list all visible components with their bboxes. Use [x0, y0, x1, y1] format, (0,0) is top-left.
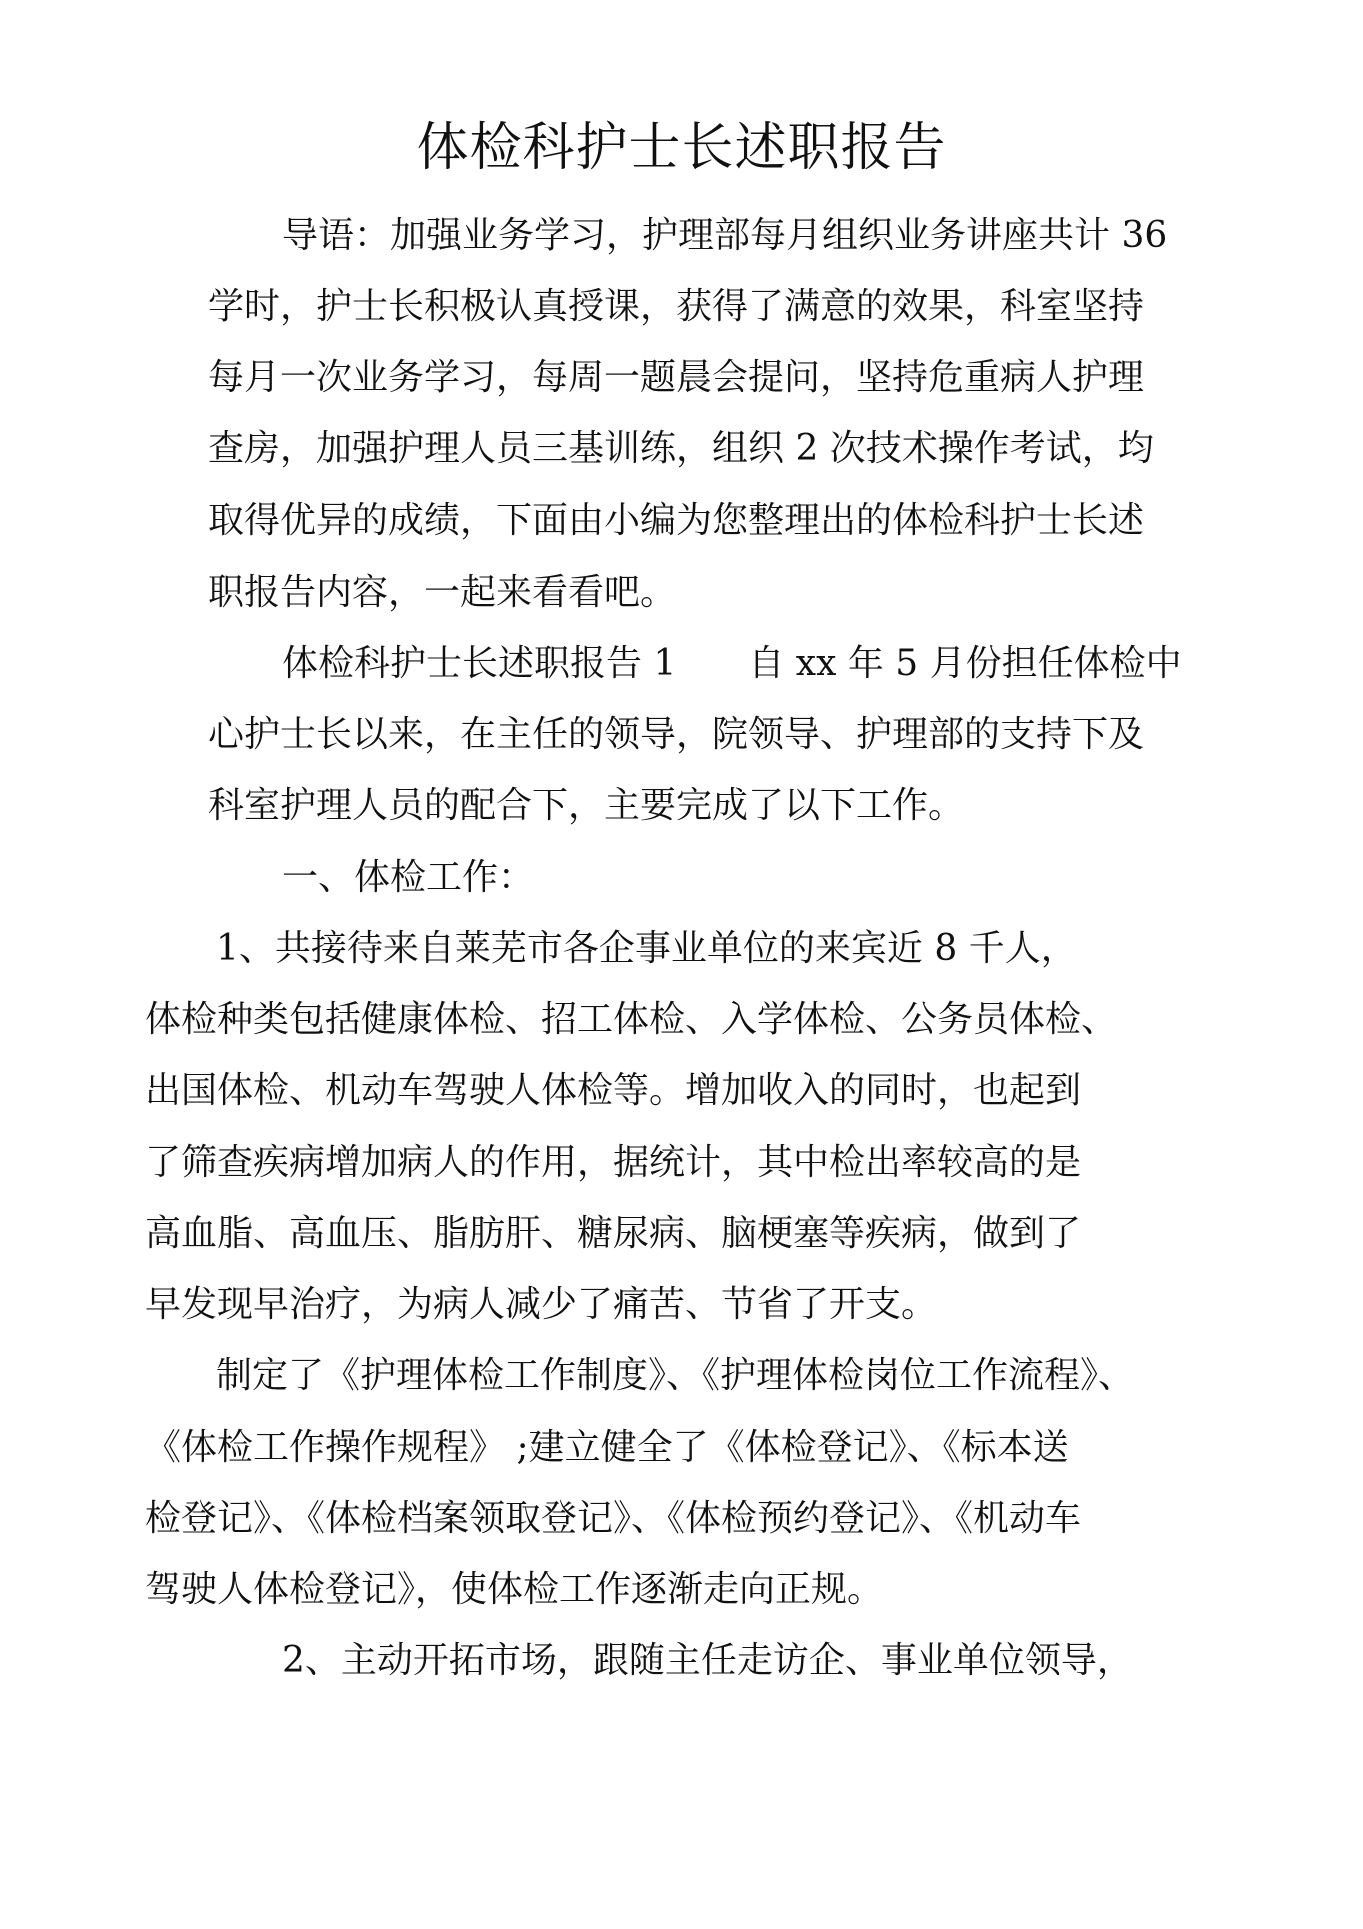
item-1-line-2: 体检种类包括健康体检、招工体检、入学体检、公务员体检、 — [145, 999, 1118, 1040]
intro-line-1: 导语：加强业务学习，护理部每月组织业务讲座共计 36 — [282, 215, 1168, 256]
item-1-line-1: 1、共接待来自莱芜市各企事业单位的来宾近 8 千人， — [216, 928, 1077, 969]
intro-line-4: 查房，加强护理人员三基训练，组织 2 次技术操作考试，均 — [208, 428, 1154, 469]
intro-line-5: 取得优异的成绩，下面由小编为您整理出的体检科护士长述 — [208, 500, 1145, 541]
item-2-line-1: 2、主动开拓市场，跟随主任走访企、事业单位领导， — [282, 1640, 1133, 1681]
item-1-line-3: 出国体检、机动车驾驶人体检等。增加收入的同时，也起到 — [145, 1070, 1082, 1111]
item-1-line-6: 早发现早治疗，为病人减少了痛苦、节省了开支。 — [145, 1284, 938, 1325]
rules-line-2: 《体检工作操作规程》 ;建立健全了《体检登记》、《标本送 — [145, 1427, 1069, 1468]
report-heading-line-1: 体检科护士长述职报告 1 自 xx 年 5 月份担任体检中 — [282, 643, 1182, 684]
item-1-line-4: 了筛查疾病增加病人的作用，据统计，其中检出率较高的是 — [145, 1142, 1082, 1183]
intro-line-2: 学时，护士长积极认真授课，获得了满意的效果，科室坚持 — [208, 286, 1145, 327]
intro-line-3: 每月一次业务学习，每周一题晨会提问，坚持危重病人护理 — [208, 357, 1145, 398]
report-line-2: 心护士长以来，在主任的领导，院领导、护理部的支持下及 — [208, 714, 1145, 755]
intro-line-6: 职报告内容，一起来看看吧。 — [208, 572, 677, 613]
document-title: 体检科护士长述职报告 — [416, 118, 947, 178]
rules-line-3: 检登记》、《体检档案领取登记》、《体检预约登记》、《机动车 — [145, 1498, 1082, 1539]
report-line-3: 科室护理人员的配合下，主要完成了以下工作。 — [208, 785, 965, 826]
item-1-line-5: 高血脂、高血压、脂肪肝、糖尿病、脑梗塞等疾病，做到了 — [145, 1213, 1082, 1254]
rules-line-4: 驾驶人体检登记》，使体检工作逐渐走向正规。 — [145, 1569, 884, 1610]
rules-line-1: 制定了《护理体检工作制度》、《护理体检岗位工作流程》、 — [216, 1355, 1135, 1396]
section-heading: 一、体检工作： — [282, 857, 535, 898]
